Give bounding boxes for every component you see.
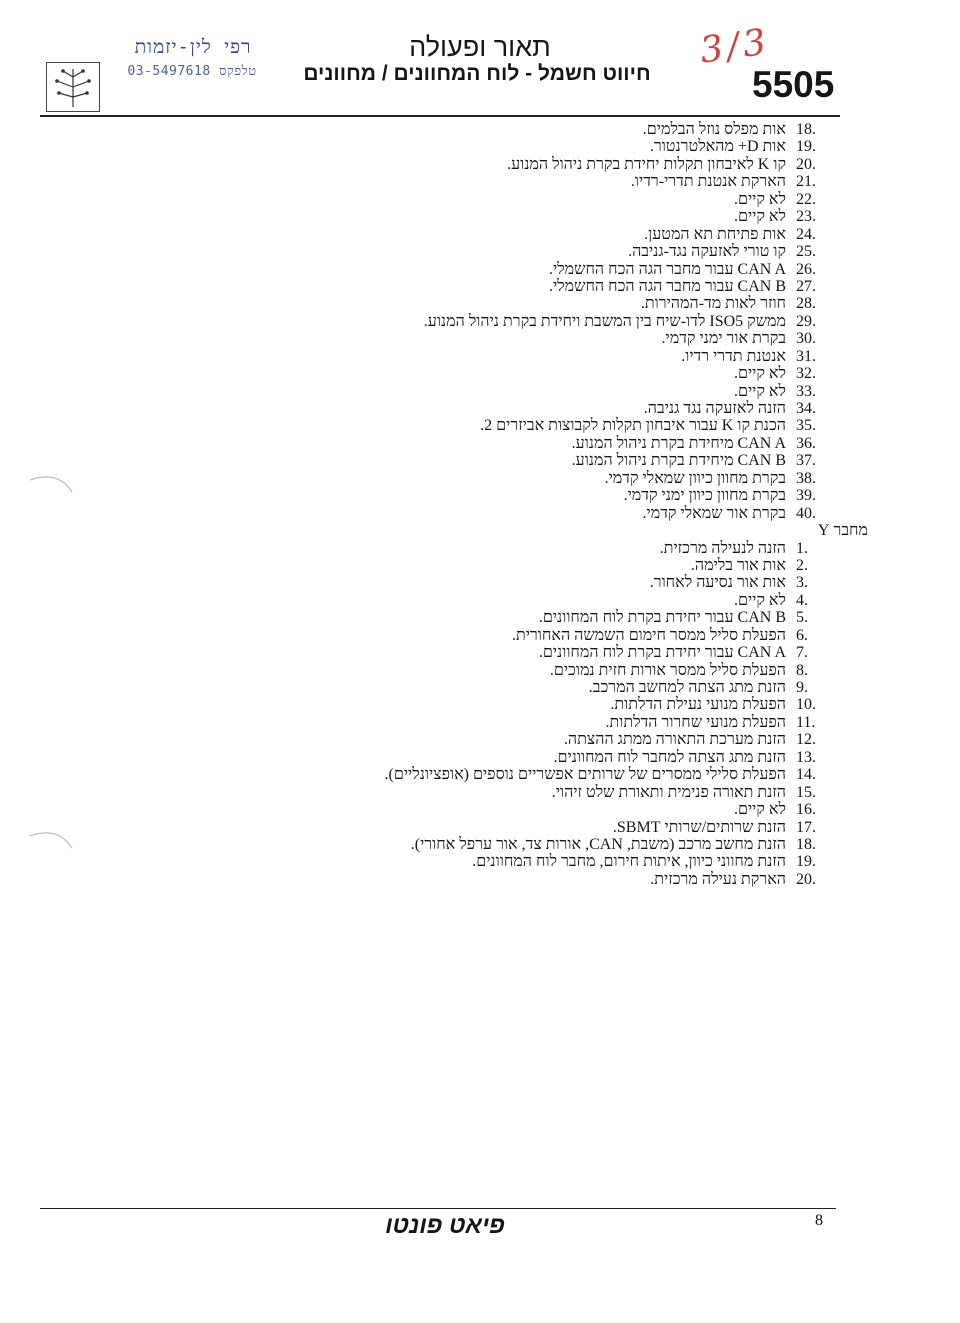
item-text: CAN B עבור יחידת בקרת לוח המחוונים. [538,609,786,627]
list-item [296,766,836,783]
item-text: הזנת שרותים/שרותי SBMT. [612,818,786,836]
item-text: CAN B מיחידת בקרת ניהול המנוע. [571,452,786,470]
list-item [296,609,836,626]
list-item [296,871,836,888]
item-text: בקרת אור ימני קדמי. [661,330,786,348]
item-text: הזנת מערכת התאורה ממתג ההצתה. [563,731,786,749]
item-number: 17. [796,818,816,836]
list-item [296,574,836,591]
page-subtitle: חיווט חשמל - לוח המחוונים / מחוונים [303,62,651,85]
item-number: 3. [796,574,808,592]
list-item [296,452,836,469]
item-text: הפעלת סליל ממסר אורות חזית נמוכים. [549,661,786,679]
item-text: הפעלת סלילי ממסרים של שרותים אפשריים נוספים (אופציונליים). [384,766,786,784]
item-text: הזנת מתג הצתה למחשב המרכב. [588,679,786,696]
section-title-connector-y: מחבר Y [817,522,868,540]
footer-title: פיאט פונטו [385,1212,505,1239]
tree-logo-icon [47,63,99,111]
list-item [296,121,836,138]
item-number: 31. [796,347,816,365]
list-item [296,243,836,260]
binder-hole-mark [28,826,76,866]
item-text: CAN A עבור מחבר הגה הכח החשמלי. [548,260,786,278]
list-item [296,400,836,417]
item-number: 10. [796,696,816,714]
item-text: הפעלת מנועי שחרור הדלתות. [605,713,786,731]
item-text: CAN B עבור מחבר הגה הכח החשמלי. [548,277,786,295]
binder-hole-mark [28,470,76,510]
item-text: הפעלת סליל ממסר חימום השמשה האחורית. [511,626,786,644]
model-number: 5505 [752,64,835,105]
footer-divider [40,1208,836,1209]
item-number: 13. [796,748,816,766]
item-number: 18. [796,835,816,853]
connector-pin-list-part1 [296,121,836,522]
item-number: 22. [796,190,816,208]
item-number: 5. [796,609,808,627]
list-item [296,627,836,644]
item-text: הזנת מחווני כיוון, איתות חירום, מחבר לוח המחוונים. [472,853,786,871]
list-item [296,278,836,295]
item-text: אות פתיחת תא המטען. [644,225,786,243]
list-item [296,470,836,487]
item-text: אנטנת תדרי רדיו. [681,347,786,365]
list-item [296,313,836,330]
list-item [296,487,836,504]
item-text: CAN A עבור יחידת בקרת לוח המחוונים. [538,644,786,662]
stamp-phone: 03-5497618 טלפקס [127,64,257,79]
list-item [296,714,836,731]
item-number: 18. [796,121,816,138]
item-number: 23. [796,208,816,226]
list-item [296,417,836,434]
item-text: בקרת מחוון כיוון ימני קדמי. [623,487,786,505]
item-number: 39. [796,487,816,505]
item-number: 25. [796,243,816,261]
item-text: חוזר לאות מד-המהירות. [640,295,786,313]
item-number: 20. [796,870,816,888]
list-item [296,156,836,173]
list-item [296,191,836,208]
list-item [296,644,836,661]
item-number: 32. [796,365,816,383]
item-number: 16. [796,801,816,819]
pin-description-list [296,121,868,888]
list-item [296,138,836,155]
list-item [296,540,836,557]
item-text: הזנת מחשב מרכב (משבת, CAN, אורות צד, אור ערפל אחורי). [410,835,786,853]
item-text: הזנת תאורה פנימית ותאורת שלט זיהוי. [551,783,786,801]
item-text: הפעלת מנועי נעילת הדלתות. [610,696,786,714]
list-item [296,226,836,243]
connector-y-pin-list [296,540,836,889]
list-item [296,662,836,679]
item-number: 8. [796,661,808,679]
item-number: 14. [796,766,816,784]
stamp-logo [46,62,100,112]
list-item [296,365,836,382]
item-number: 1. [796,539,808,557]
header-divider [40,115,840,117]
item-text: הארקת אנטנת תדרי-רדיו. [630,173,786,191]
item-text: אות אור נסיעה לאחור. [649,574,786,592]
item-number: 21. [796,173,816,191]
list-item [296,749,836,766]
item-number: 35. [796,417,816,435]
list-item [296,801,836,818]
handwritten-page-mark: 3/3 [697,21,773,72]
item-number: 6. [796,626,808,644]
item-text: לא קיים. [733,365,786,383]
list-item [296,295,836,312]
item-number: 38. [796,469,816,487]
item-number: 37. [796,452,816,470]
item-text: לא קיים. [733,208,786,226]
list-item [296,696,836,713]
list-item [296,557,836,574]
item-number: 26. [796,260,816,278]
item-number: 12. [796,731,816,749]
list-item [296,208,836,225]
list-item [296,679,836,696]
item-text: לא קיים. [733,801,786,819]
list-item [296,261,836,278]
item-text: לא קיים. [733,190,786,208]
item-number: 9. [796,679,808,696]
list-item [296,435,836,452]
item-number: 33. [796,382,816,400]
list-item [296,731,836,748]
list-item [296,853,836,870]
item-number: 27. [796,277,816,295]
list-item [296,383,836,400]
item-number: 4. [796,591,808,609]
item-number: 19. [796,138,816,156]
item-text: קו טורי לאזעקה נגד-גניבה. [628,243,786,261]
item-text: לא קיים. [733,591,786,609]
list-item [296,505,836,522]
stamp-company-name: רפי לין-יזמות [134,36,252,58]
item-number: 29. [796,312,816,330]
page-title: תאור ופעולה [409,32,551,62]
item-number: 30. [796,330,816,348]
item-text: בקרת אור שמאלי קדמי. [642,504,786,522]
list-item [296,836,836,853]
item-text: אות מפלס נוזל הבלמים. [642,121,786,138]
item-text: הכנת קו K עבור איבחון תקלות לקבוצות אביזרים 2. [480,417,786,435]
item-text: CAN A מיחידת בקרת ניהול המנוע. [571,434,786,452]
item-text: קו K לאיבחון תקלות יחידת בקרת ניהול המנוע. [507,155,786,173]
item-number: 28. [796,295,816,313]
list-item [296,330,836,347]
item-text: ממשק ISO5 לדו-שיח בין המשבת ויחידת בקרת ניהול המנוע. [423,312,786,330]
page-number: 8 [815,1212,823,1229]
item-text: אות D+ מהאלטרנטור. [649,138,786,156]
item-number: 15. [796,783,816,801]
item-number: 36. [796,434,816,452]
item-text: אות אור בלימה. [690,556,786,574]
list-item [296,173,836,190]
list-item [296,784,836,801]
item-number: 20. [796,155,816,173]
item-number: 34. [796,400,816,417]
list-item [296,592,836,609]
item-number: 2. [796,556,808,574]
item-text: הזנה לאזעקה נגד גניבה. [643,400,786,417]
item-text: הארקת נעילה מרכזית. [650,870,786,888]
item-text: הזנת מתג הצתה למחבר לוח המחוונים. [553,748,786,766]
list-item [296,348,836,365]
item-number: 7. [796,644,808,662]
item-number: 24. [796,225,816,243]
item-number: 40. [796,504,816,522]
item-text: הזנה לנעילה מרכזית. [659,539,786,557]
item-text: בקרת מחוון כיוון שמאלי קדמי. [604,469,786,487]
item-text: לא קיים. [733,382,786,400]
item-number: 11. [796,713,816,731]
item-number: 19. [796,853,816,871]
list-item [296,819,836,836]
